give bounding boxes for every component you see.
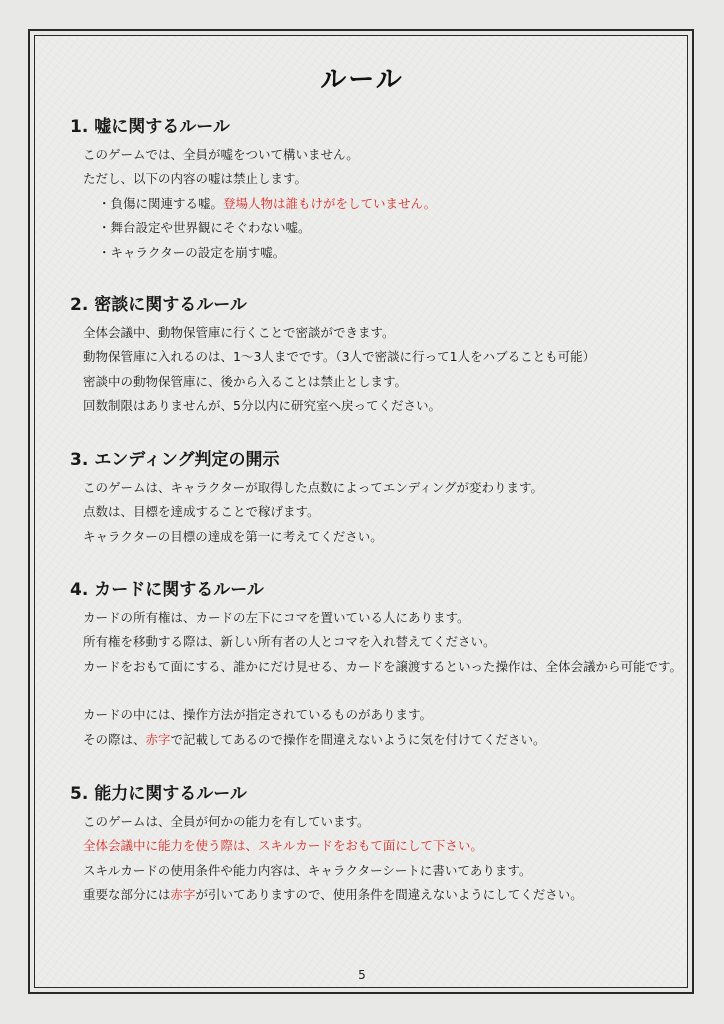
section-secret-talk: [70, 293, 684, 419]
rule-line: 密談中の動物保管庫に、後から入ることは禁止とします。: [83, 373, 408, 389]
rule-line: 回数制限はありませんが、5分以内に研究室へ戻ってください。: [83, 398, 441, 414]
rule-line: ただし、以下の内容の嘘は禁止します。: [83, 171, 308, 187]
section-heading: 3. エンディング判定の開示: [70, 450, 280, 470]
rule-line: このゲームは、全員が何かの能力を有しています。: [83, 814, 370, 829]
red-emphasis: 登場人物は誰もけがをしていません。: [223, 195, 437, 211]
rule-text: 重要な部分には: [83, 887, 171, 903]
red-emphasis: 赤字: [145, 731, 171, 747]
rule-bullet: ・舞台設定や世界観にそぐわない嘘。: [98, 220, 311, 236]
rule-line: スキルカードの使用条件や能力内容は、キャラクターシートに書いてあります。: [83, 862, 532, 878]
rule-line: このゲームでは、全員が嘘をついて構いません。: [83, 147, 359, 162]
rule-bullet: ・キャラクターの設定を崩す嘘。: [98, 244, 286, 260]
rule-line: 動物保管庫に入れるのは、1～3人までです。（3人で密談に行って1人をハブることも可能）: [83, 349, 596, 365]
section-heading: 2. 密談に関するルール: [70, 295, 247, 315]
rule-line: このゲームは、キャラクターが取得した点数によってエンディングが変わります。: [83, 480, 544, 495]
rule-line: カードの中には、操作方法が指定されているものがあります。: [83, 707, 433, 723]
rule-line: [70, 883, 684, 907]
rule-line: カードの所有権は、カードの左下にコマを置いている人にあります。: [83, 610, 470, 625]
rule-line: [70, 728, 684, 752]
rule-text: その際は、: [83, 731, 146, 747]
section-heading: 4. カードに関するルール: [70, 580, 264, 600]
rule-text: ・負傷に関連する嘘。: [98, 195, 224, 211]
page-number: 5: [358, 968, 366, 982]
page-title: ルール: [320, 65, 404, 95]
rule-line: カードをおもて面にする、誰かにだけ見せる、カードを譲渡するといった操作は、全体会議から可能です。: [83, 658, 683, 674]
section-ending: [70, 448, 684, 549]
section-heading: 1. 嘘に関するルール: [70, 117, 230, 137]
rule-text: で記載してあるので操作を間違えないように気を付けてください。: [170, 731, 546, 747]
rule-line: キャラクターの目標の達成を第一に考えてください。: [83, 528, 383, 544]
red-emphasis: 赤字: [170, 887, 196, 903]
rule-text: が引いてありますので、使用条件を間違えないようにしてください。: [195, 887, 583, 903]
section-lies: [70, 115, 684, 265]
red-emphasis: 全体会議中に能力を使う際は、スキルカードをおもて面にして下さい。: [83, 838, 483, 854]
section-cards: [70, 578, 684, 752]
rule-bullet: [70, 192, 684, 216]
rule-line: [70, 834, 684, 858]
rule-line: 点数は、目標を達成することで稼げます。: [83, 504, 320, 520]
rule-line: 所有権を移動する際は、新しい所有者の人とコマを入れ替えてください。: [83, 634, 496, 650]
rule-line: 全体会議中、動物保管庫に行くことで密談ができます。: [83, 325, 395, 340]
section-abilities: [70, 782, 684, 908]
section-heading: 5. 能力に関するルール: [70, 784, 247, 804]
